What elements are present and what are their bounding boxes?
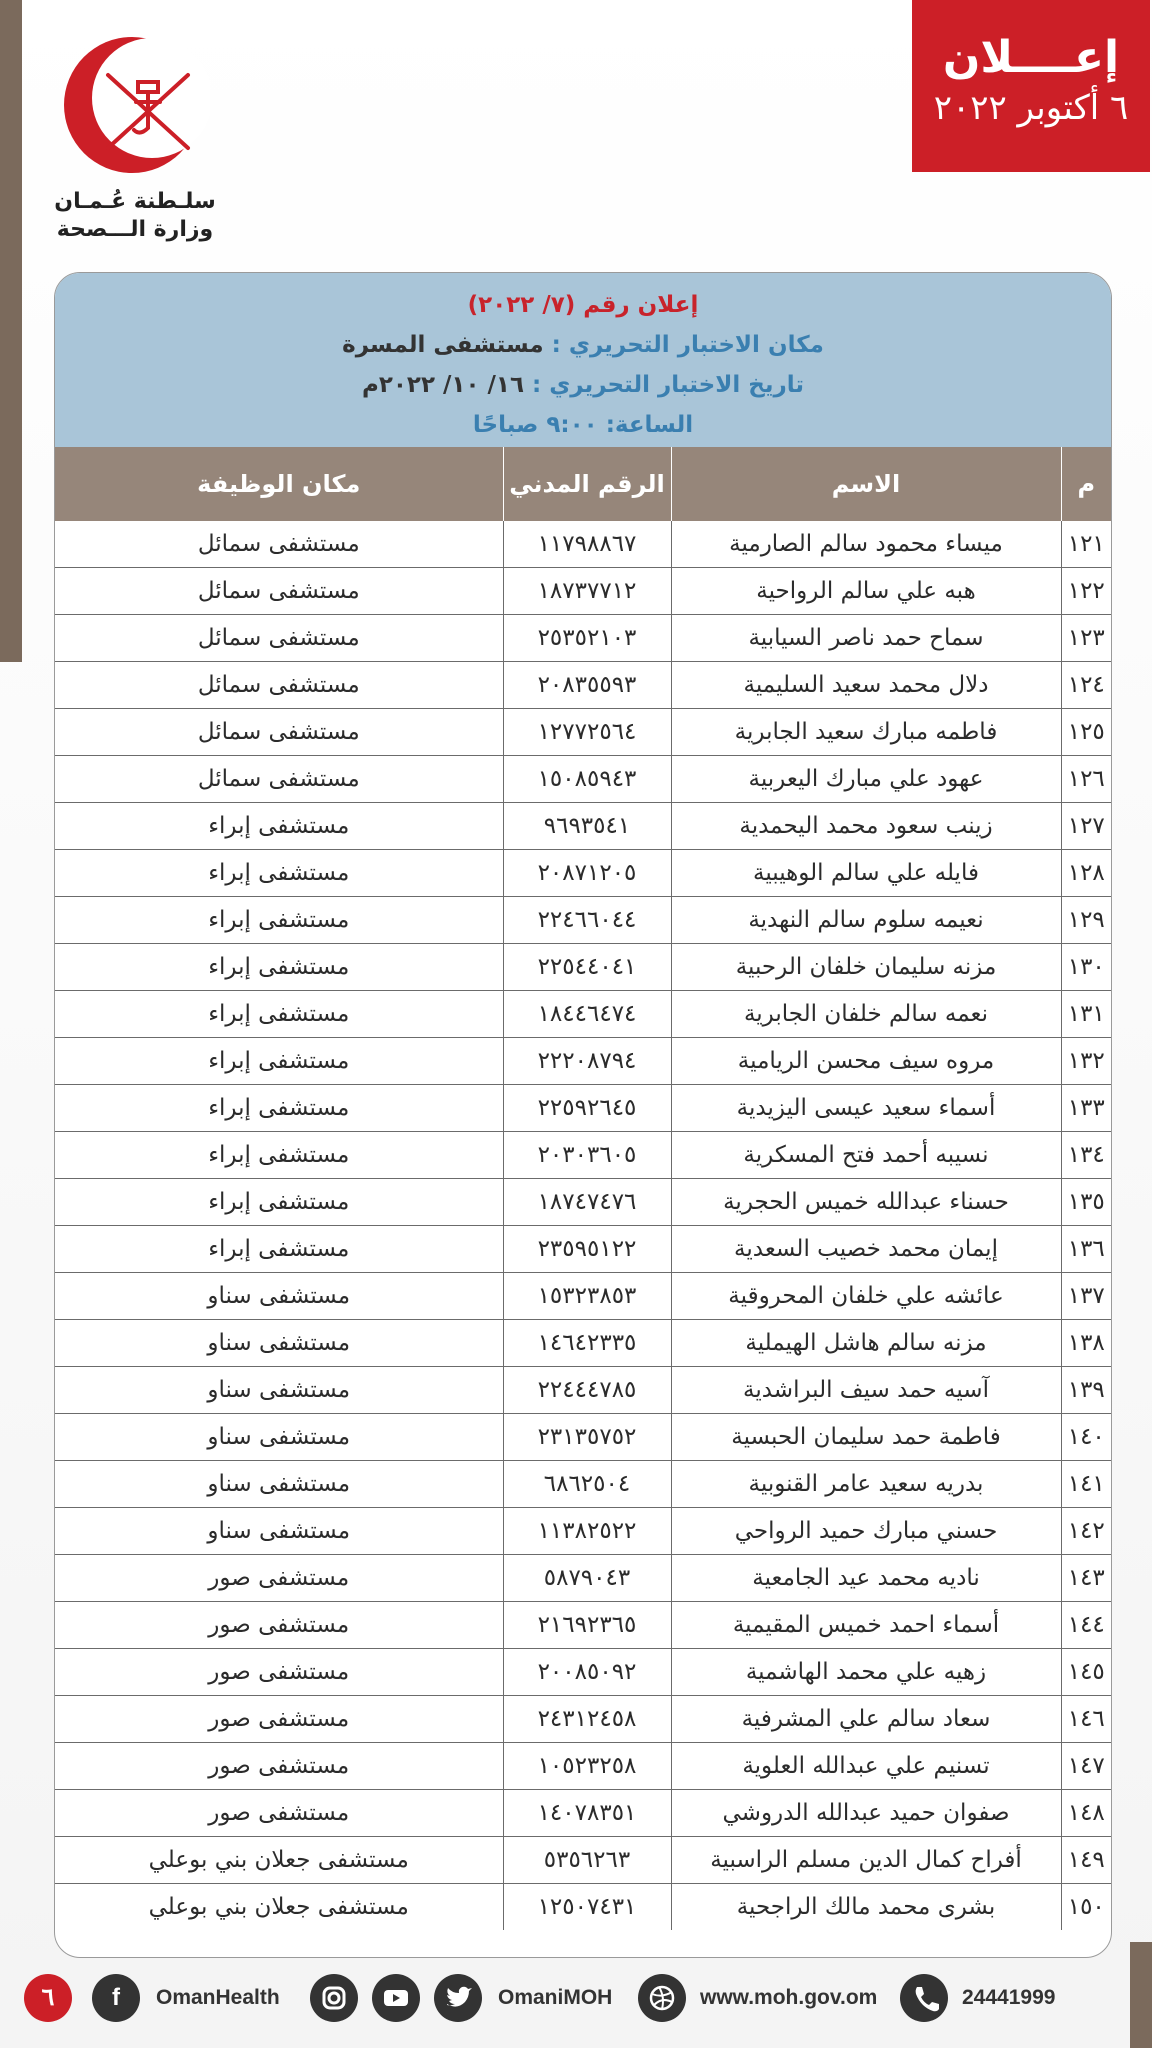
candidate-name: بدريه سعيد عامر القنوبية — [671, 1461, 1061, 1508]
table-row — [55, 1273, 1111, 1320]
candidate-name: أسماء سعيد عيسى اليزيدية — [671, 1085, 1061, 1132]
candidate-name: فايله علي سالم الوهيبية — [671, 850, 1061, 897]
row-number: ١٣٨ — [1061, 1320, 1111, 1367]
civil-id: ٢٢٥٩٢٦٤٥ — [503, 1085, 671, 1132]
workplace: مستشفى سناو — [55, 1461, 503, 1508]
workplace: مستشفى صور — [55, 1555, 503, 1602]
column-header-name: الاسم — [671, 447, 1061, 521]
civil-id: ١٨٧٣٧٧١٢ — [503, 568, 671, 615]
exam-time-value: ٩:٠٠ صباحًا — [472, 412, 598, 438]
exam-place-label: مكان الاختبار التحريري : — [551, 332, 824, 358]
candidate-name: آسيه حمد سيف البراشدية — [671, 1367, 1061, 1414]
table-row — [55, 615, 1111, 662]
workplace: مستشفى إبراء — [55, 1038, 503, 1085]
phone-number[interactable]: 24441999 — [962, 1986, 1056, 2009]
workplace: مستشفى إبراء — [55, 1226, 503, 1273]
civil-id: ١٤٠٧٨٣٥١ — [503, 1790, 671, 1837]
row-number: ١٤٠ — [1061, 1414, 1111, 1461]
workplace: مستشفى صور — [55, 1790, 503, 1837]
row-number: ١٥٠ — [1061, 1884, 1111, 1931]
civil-id: ٢٤٣١٢٤٥٨ — [503, 1696, 671, 1743]
row-number: ١٢٢ — [1061, 568, 1111, 615]
facebook-handle[interactable]: OmanHealth — [156, 1986, 280, 2009]
row-number: ١٣١ — [1061, 991, 1111, 1038]
civil-id: ١٤٦٤٢٣٣٥ — [503, 1320, 671, 1367]
table-row — [55, 1602, 1111, 1649]
civil-id: ٢٥٣٥٢١٠٣ — [503, 615, 671, 662]
workplace: مستشفى إبراء — [55, 991, 503, 1038]
row-number: ١٤٦ — [1061, 1696, 1111, 1743]
instagram-icon[interactable] — [310, 1974, 358, 2022]
right-accent-bar — [1130, 1942, 1152, 2048]
candidate-name: نسيبه أحمد فتح المسكرية — [671, 1132, 1061, 1179]
civil-id: ١٢٥٠٧٤٣١ — [503, 1884, 671, 1931]
civil-id: ٢٢٥٤٤٠٤١ — [503, 944, 671, 991]
table-row — [55, 1226, 1111, 1273]
table-row — [55, 1884, 1111, 1931]
exam-time — [55, 405, 1111, 445]
table-row — [55, 803, 1111, 850]
row-number: ١٢٨ — [1061, 850, 1111, 897]
announcement-card — [54, 272, 1112, 1958]
candidate-name: ميساء محمود سالم الصارمية — [671, 521, 1061, 568]
announcement-box — [912, 0, 1150, 172]
phone-icon[interactable] — [900, 1974, 948, 2022]
candidate-name: مروه سيف محسن الريامية — [671, 1038, 1061, 1085]
youtube-icon[interactable] — [372, 1974, 420, 2022]
civil-id: ١٨٤٤٦٤٧٤ — [503, 991, 671, 1038]
table-row — [55, 662, 1111, 709]
candidate-name: زهيه علي محمد الهاشمية — [671, 1649, 1061, 1696]
table-row — [55, 1837, 1111, 1884]
left-accent-bar — [0, 0, 22, 662]
workplace: مستشفى سمائل — [55, 521, 503, 568]
column-header-civil-id: الرقم المدني — [503, 447, 671, 521]
row-number: ١٣٧ — [1061, 1273, 1111, 1320]
candidate-name: عائشه علي خلفان المحروقية — [671, 1273, 1061, 1320]
candidate-name: حسناء عبدالله خميس الحجرية — [671, 1179, 1061, 1226]
civil-id: ١١٣٨٢٥٢٢ — [503, 1508, 671, 1555]
workplace: مستشفى صور — [55, 1743, 503, 1790]
workplace: مستشفى إبراء — [55, 1085, 503, 1132]
row-number: ١٤٥ — [1061, 1649, 1111, 1696]
candidate-name: نعمه سالم خلفان الجابرية — [671, 991, 1061, 1038]
candidate-name: فاطمة حمد سليمان الحبسية — [671, 1414, 1061, 1461]
column-header-workplace: مكان الوظيفة — [55, 447, 503, 521]
workplace: مستشفى إبراء — [55, 1179, 503, 1226]
workplace: مستشفى جعلان بني بوعلي — [148, 1894, 409, 1920]
candidate-name: مزنه سالم هاشل الهيملية — [671, 1320, 1061, 1367]
workplace: مستشفى سناو — [55, 1414, 503, 1461]
civil-id: ١١٧٩٨٨٦٧ — [503, 521, 671, 568]
table-row — [55, 850, 1111, 897]
row-number: ١٣٦ — [1061, 1226, 1111, 1273]
table-row — [55, 1414, 1111, 1461]
table-row — [55, 756, 1111, 803]
table-row — [55, 568, 1111, 615]
civil-id: ٢٠٨٧١٢٠٥ — [503, 850, 671, 897]
ministry-logo — [50, 30, 220, 244]
workplace: مستشفى سناو — [55, 1367, 503, 1414]
table-row — [55, 1743, 1111, 1790]
table-row — [55, 1320, 1111, 1367]
workplace: مستشفى سناو — [55, 1273, 503, 1320]
exam-date-value: ١٦/ ١٠/ ٢٠٢٢م — [361, 372, 524, 398]
candidate-name: هبه علي سالم الرواحية — [671, 568, 1061, 615]
table-row — [55, 1508, 1111, 1555]
row-number: ١٢٧ — [1061, 803, 1111, 850]
globe-icon[interactable] — [638, 1974, 686, 2022]
page-number: ٦ — [24, 1974, 72, 2022]
workplace: مستشفى صور — [55, 1649, 503, 1696]
footer-bar — [0, 1960, 1130, 2032]
exam-time-label: الساعة: — [605, 412, 694, 438]
table-row — [55, 944, 1111, 991]
candidate-name: حسني مبارك حميد الرواحي — [671, 1508, 1061, 1555]
table-row — [55, 1038, 1111, 1085]
table-row — [55, 897, 1111, 944]
workplace: مستشفى صور — [55, 1696, 503, 1743]
table-row — [55, 1179, 1111, 1226]
candidate-name: بشرى محمد مالك الراجحية — [671, 1884, 1061, 1931]
workplace: مستشفى سمائل — [55, 615, 503, 662]
candidate-name: إيمان محمد خصيب السعدية — [671, 1226, 1061, 1273]
row-number: ١٤٧ — [1061, 1743, 1111, 1790]
candidate-name: ناديه محمد عيد الجامعية — [671, 1555, 1061, 1602]
civil-id: ١٥٠٨٥٩٤٣ — [503, 756, 671, 803]
candidate-name: دلال محمد سعيد السليمية — [671, 662, 1061, 709]
candidate-name: مزنه سليمان خلفان الرحبية — [671, 944, 1061, 991]
row-number: ١٤٤ — [1061, 1602, 1111, 1649]
civil-id: ١٢٧٧٢٥٦٤ — [503, 709, 671, 756]
civil-id: ٢٠٣٠٣٦٠٥ — [503, 1132, 671, 1179]
row-number: ١٤٣ — [1061, 1555, 1111, 1602]
row-number: ١٣٩ — [1061, 1367, 1111, 1414]
workplace: مستشفى سمائل — [55, 568, 503, 615]
table-row — [55, 1461, 1111, 1508]
exam-place-value: مستشفى المسرة — [342, 332, 544, 358]
civil-id: ٢٣١٣٥٧٥٢ — [503, 1414, 671, 1461]
announcement-date: ٦ أكتوبر ٢٠٢٢ — [933, 88, 1129, 128]
table-row — [55, 1555, 1111, 1602]
candidate-name: عهود علي مبارك اليعربية — [671, 756, 1061, 803]
row-number: ١٣٤ — [1061, 1132, 1111, 1179]
candidate-name: سعاد سالم علي المشرفية — [671, 1696, 1061, 1743]
row-number: ١٣٥ — [1061, 1179, 1111, 1226]
workplace: مستشفى إبراء — [55, 897, 503, 944]
workplace: مستشفى جعلان بني بوعلي — [55, 1837, 503, 1884]
candidate-name: نعيمه سلوم سالم النهدية — [671, 897, 1061, 944]
workplace: مستشفى سمائل — [55, 662, 503, 709]
civil-id: ٢٢٢٠٨٧٩٤ — [503, 1038, 671, 1085]
table-row — [55, 1790, 1111, 1837]
row-number: ١٢٦ — [1061, 756, 1111, 803]
announcement-title: إعــــلان — [942, 32, 1120, 83]
workplace: مستشفى سناو — [55, 1508, 503, 1555]
workplace: مستشفى سناو — [55, 1320, 503, 1367]
civil-id: ٩٦٩٣٥٤١ — [503, 803, 671, 850]
row-number: ١٢٤ — [1061, 662, 1111, 709]
candidates-table — [55, 447, 1111, 1930]
row-number: ١٤٨ — [1061, 1790, 1111, 1837]
row-number: ١٢٣ — [1061, 615, 1111, 662]
social-handle[interactable]: OmaniMOH — [498, 1986, 613, 2009]
candidate-name: سماح حمد ناصر السيابية — [671, 615, 1061, 662]
civil-id: ٢٣٥٩٥١٢٢ — [503, 1226, 671, 1273]
civil-id: ٢٠٨٣٥٥٩٣ — [503, 662, 671, 709]
twitter-icon[interactable] — [434, 1974, 482, 2022]
workplace: مستشفى سمائل — [55, 756, 503, 803]
row-number: ١٤١ — [1061, 1461, 1111, 1508]
candidate-name: تسنيم علي عبدالله العلوية — [671, 1743, 1061, 1790]
table-row — [55, 1085, 1111, 1132]
civil-id: ١٠٥٢٣٢٥٨ — [503, 1743, 671, 1790]
table-row — [55, 1696, 1111, 1743]
candidate-name: صفوان حميد عبدالله الدروشي — [671, 1790, 1061, 1837]
civil-id: ٥٣٥٦٢٦٣ — [503, 1837, 671, 1884]
column-header-number: م — [1061, 447, 1111, 521]
candidate-name: أفراح كمال الدين مسلم الراسبية — [671, 1837, 1061, 1884]
civil-id: ٥٨٧٩٠٤٣ — [503, 1555, 671, 1602]
website-link[interactable]: www.moh.gov.om — [700, 1986, 878, 2009]
table-header-row — [55, 447, 1111, 521]
workplace: مستشفى سمائل — [55, 709, 503, 756]
workplace: مستشفى إبراء — [55, 1132, 503, 1179]
civil-id: ١٥٣٢٣٨٥٣ — [503, 1273, 671, 1320]
facebook-icon[interactable]: f — [92, 1974, 140, 2022]
table-row — [55, 1132, 1111, 1179]
table-row — [55, 991, 1111, 1038]
civil-id: ٢١٦٩٢٣٦٥ — [503, 1602, 671, 1649]
row-number: ١٣٢ — [1061, 1038, 1111, 1085]
row-number: ١٢١ — [1061, 521, 1111, 568]
candidate-name: فاطمه مبارك سعيد الجابرية — [671, 709, 1061, 756]
exam-date — [55, 365, 1111, 405]
workplace: مستشفى إبراء — [55, 850, 503, 897]
row-number: ١٣٠ — [1061, 944, 1111, 991]
workplace: مستشفى إبراء — [55, 803, 503, 850]
row-number: ١٣٣ — [1061, 1085, 1111, 1132]
workplace: مستشفى صور — [55, 1602, 503, 1649]
candidate-name: أسماء احمد خميس المقيمية — [671, 1602, 1061, 1649]
civil-id: ٢٢٤٦٦٠٤٤ — [503, 897, 671, 944]
exam-date-label: تاريخ الاختبار التحريري : — [532, 372, 805, 398]
civil-id: ٢٢٤٤٤٧٨٥ — [503, 1367, 671, 1414]
row-number: ١٤٢ — [1061, 1508, 1111, 1555]
candidate-name: زينب سعود محمد اليحمدية — [671, 803, 1061, 850]
oman-emblem-icon — [60, 30, 210, 180]
table-row — [55, 521, 1111, 568]
card-header — [55, 273, 1111, 447]
civil-id: ٦٨٦٢٥٠٤ — [503, 1461, 671, 1508]
workplace: مستشفى إبراء — [55, 944, 503, 991]
table-row — [55, 1649, 1111, 1696]
table-row — [55, 1367, 1111, 1414]
civil-id: ١٨٧٤٧٤٧٦ — [503, 1179, 671, 1226]
row-number: ١٤٩ — [1061, 1837, 1111, 1884]
announcement-number: إعلان رقم (٧/ ٢٠٢٢) — [467, 292, 699, 318]
civil-id: ٢٠٠٨٥٠٩٢ — [503, 1649, 671, 1696]
logo-line-2: وزارة الـــصحة — [56, 217, 214, 242]
row-number: ١٢٩ — [1061, 897, 1111, 944]
exam-place — [55, 325, 1111, 365]
logo-line-1: سلـطنة عُـمـان — [54, 189, 216, 214]
row-number: ١٢٥ — [1061, 709, 1111, 756]
table-row — [55, 709, 1111, 756]
